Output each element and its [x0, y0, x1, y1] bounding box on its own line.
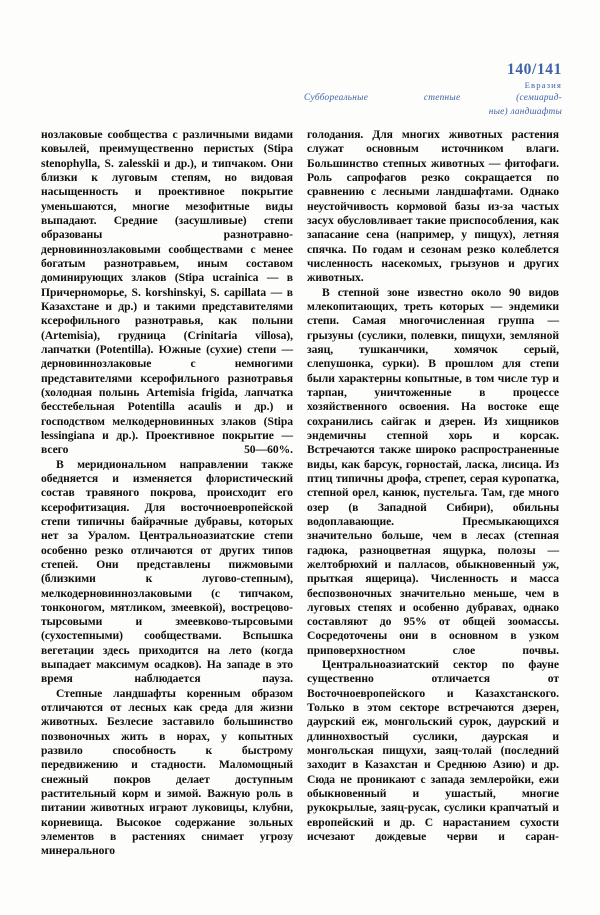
paragraph: голодания. Для многих животных растения служат основным источником влаги. Большинство степных животных — фитофаги. Роль сапрофагов резко сокращается по сравнению с лесными ландшафтами. Однако неустойчивость кормовой базы из-за частых засух обусловливает такие приспособления, как запасание сена (например, у пищух), летняя спячка. По годам и сезонам резко колеблется численность насекомых, грызунов и других животных.: [307, 128, 559, 285]
paragraph: нозлаковые сообщества с различными видами ковылей, преимущественно перистых (Stipa stenophylla, S. zalesskii и др.), и типчаком. Они близки к луговым степям, но видовая насыщенность и проективное покрытие уменьшаются, многие мезофитные виды выпадают. Средние (засушливые) степи образованы разнотравно-дерновиннозлаковыми сообществами с менее богатым разнотравьем, иным составом доминирующих злаков (Stipa ucrainica — в Причерноморье, S. korshinskyi, S. capillata — в Казахстане и др.) и такими представителями ксерофильного разнотравья, как полыни (Artemisia), грудница (Crinitaria villosa), лапчатки (Potentilla). Южные (сухие) степи — дерновиннозлаковые с немногими представителями ксерофильного разнотравья (холодная полынь Artemisia frigida, лапчатка бесстебельная Potentilla acaulis и др.) и господством мелкодерновинных злаков (Stipa lessingiana и др.). Проективное покрытие — всего 50—60%.: [41, 128, 293, 457]
running-header-subtitle: [232, 92, 562, 118]
paragraph: В степной зоне известно около 90 видов млекопитающих, треть которых — эндемики степи. Самая многочисленная группа — грызуны (суслики, полевки, пищухи, земляной заяц, тушканчики, хомячок серый, слепушонка, сурки). В прошлом для степи были характерны копытные, в том числе тур и тарпан, уничтоженные в процессе хозяйственного освоения. На востоке еще сохранились сайгак и дзерен. Из хищников эндемичны степной хорь и корсак. Встречаются также широко распространенные виды, как барсук, горностай, ласка, лисица. Из птиц типичны дрофа, стрепет, серая куропатка, степной орел, канюк, пустельга. Там, где много озер (в Западной Сибири), обильны водоплавающие. Пресмыкающихся значительно больше, чем в лесах (степная гадюка, разноцветная ящурка, полозы — желтобрюхий и палласов, обыкновенный уж, прыткая ящерица). Численность и масса беспозвоночных значительно меньше, чем в луговых степях и особенно дубравах, однако составляют до 95% от общей зоомассы. Сосредоточены они в основном в узком приповерхностном слое почвы.: [307, 285, 559, 657]
column-left: [41, 128, 293, 859]
paragraph: В меридиональном направлении также обедняется и изменяется флористический состав травяного покрова, происходит его ксерофитизация. Для восточноевропейской степи типичны байрачные дубравы, которых нет за Уралом. Центральноазиатские степи особенно резко отличаются от других типов степей. Они представлены пижмовыми (близкими к лугово-степным), мелкодерновиннозлаковыми (с типчаком, тонконогом, мятликом, змеевкой), вострецово-тырсовыми и змеевково-тырсовыми (сухостепными) сообществами. Вспышка вегетации здесь приходится на лето (когда выпадает максимум осадков). На западе в это время наблюдается пауза.: [41, 457, 293, 686]
running-header: [232, 62, 562, 119]
running-header-subtitle-line2: ные) ландшафты: [488, 106, 562, 117]
text-body: [41, 128, 560, 859]
paragraph: Степные ландшафты коренным образом отличаются от лесных как среда для жизни животных. Безлесие заставило большинство позвоночных жить в норах, у копытных развило способность к быстрому передвижению и стадности. Маломощный снежный покров делает доступным растительный корм и зимой. Важную роль в питании животных играют луковицы, клубни, корневища. Высокое содержание зольных элементов в растениях снимает угрозу минерального: [41, 686, 293, 858]
paragraph: Центральноазиатский сектор по фауне существенно отличается от Восточноевропейского и Казахстанского. Только в этом секторе встречаются дзерен, даурский еж, монгольский сурок, даурский и длиннохвостый суслики, даурская и монгольская пищухи, заяц-толай (последний заходит в Казахстан и Среднюю Азию) и др. Сюда не проникают с запада землеройки, ежи обыкновенный и ушастый, многие рукокрылые, заяц-русак, суслики крапчатый и европейский и др. С нарастанием сухости исчезают дождевые черви и саран-: [307, 658, 559, 844]
page-folio-number: 140/141: [506, 61, 562, 78]
column-right: [307, 128, 559, 859]
running-header-subtitle-line1: Суббореальные степные (семиарид-: [304, 93, 562, 104]
running-header-region: Евразия: [524, 80, 562, 91]
